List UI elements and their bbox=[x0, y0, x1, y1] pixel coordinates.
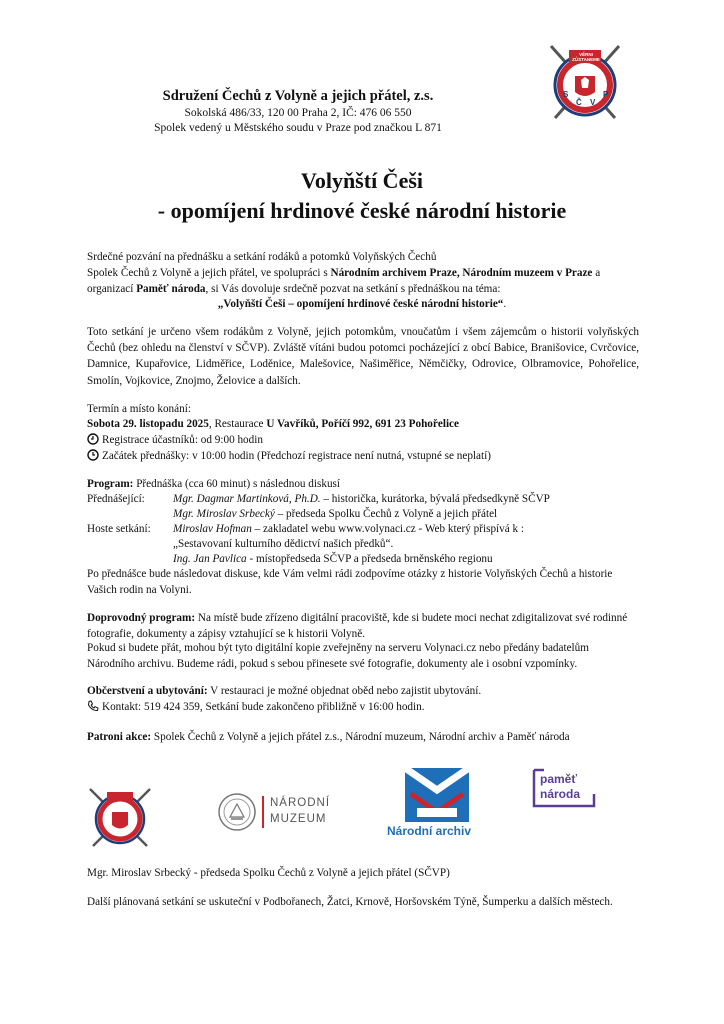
pamet-line-2: národa bbox=[540, 787, 581, 801]
other-meetings: Další plánovaná setkání se uskuteční v Podbořanech, Žatci, Krnově, Horšovském Týně, Šumperku a dalších městech. bbox=[87, 896, 613, 908]
phone-icon bbox=[87, 700, 99, 715]
guest-2: Ing. Jan Pavlica - místopředseda SČVP a předseda brněnského regionu bbox=[173, 553, 493, 565]
speakers-label: Přednášející: bbox=[87, 493, 145, 505]
clock-icon bbox=[87, 433, 99, 448]
muzeum-line-1: NÁRODNÍ bbox=[270, 797, 331, 809]
muzeum-line-2: MUZEUM bbox=[270, 813, 327, 825]
contact-line: Kontakt: 519 424 359, Setkání bude zakončeno přibližně v 16:00 hodin. bbox=[87, 700, 425, 715]
speaker-2: Mgr. Miroslav Srbecký – předseda Spolku Čechů z Volyně a jejich přátel bbox=[173, 508, 498, 520]
venue-heading: Termín a místo konání: bbox=[87, 403, 191, 415]
organization-name: Sdružení Čechů z Volyně a jejich přátel, z.s. bbox=[162, 88, 434, 104]
refreshment-line: Občerstvení a ubytování: V restauraci je možné objednat oběd nebo zajistit ubytování. bbox=[87, 685, 482, 697]
title-line-2: - opomíjení hrdinové české národní historie bbox=[157, 198, 567, 223]
venue-start: Začátek přednášky: v 10:00 hodin (Předchozí registrace není nutná, vstupné se neplatí) bbox=[87, 449, 491, 464]
patrons-line: Patroni akce: Spolek Čechů z Volyně a jejich přátel z.s., Národní muzeum, Národní archiv a Paměť národa bbox=[87, 731, 570, 743]
narodni-archiv-logo bbox=[405, 768, 469, 822]
emblem-letter-s: S bbox=[563, 90, 569, 99]
narodni-muzeum-logo bbox=[217, 792, 257, 832]
title-line-1: Volyňští Češi bbox=[300, 168, 424, 193]
clock-icon bbox=[87, 449, 99, 464]
guest-1-quote: „Sestavovaní kulturního dědictví našich předků“. bbox=[173, 538, 394, 550]
speaker-1: Mgr. Dagmar Martinková, Ph.D. – historička, kurátorka, bývalá předsedkyně SČVP bbox=[173, 493, 550, 505]
invite-line-1: Srdečné pozvání na přednášku a setkání rodáků a potomků Volyňských Čechů bbox=[87, 251, 437, 263]
narodni-archiv-text: Národní archiv bbox=[387, 824, 472, 838]
emblem-letter-c: Č bbox=[576, 98, 582, 107]
venue-date-place: Sobota 29. listopadu 2025, Restaurace U Vavříků, Poříčí 992, 691 23 Pohořelice bbox=[87, 418, 459, 430]
guests-label: Hoste setkání: bbox=[87, 523, 151, 535]
pamet-line-1: paměť bbox=[540, 772, 578, 786]
invite-line-3: organizací Paměť národa, si Vás dovoluje srdečně pozvat na setkání s přednáškou na téma: bbox=[87, 283, 501, 295]
invite-line-2: Spolek Čechů z Volyně a jejich přátel, ve spolupráci s Národním archivem Praze, Národním muzeem v Praze a bbox=[87, 267, 601, 279]
emblem-letter-v: V bbox=[590, 98, 596, 107]
invite-topic: „Volyňští Češi – opomíjení hrdinové české národní historie“. bbox=[217, 298, 507, 310]
discussion-text: Po přednášce bude následovat diskuse, kde Vám velmi rádi zodpovíme otázky z historie Volyňských Čechů a historie Vašich rodin na Volyni. bbox=[87, 568, 613, 597]
program-heading: Program: Přednáška (cca 60 minut) s následnou diskusí bbox=[87, 478, 341, 490]
organization-registry: Spolek vedený u Městského soudu v Praze pod značkou L 871 bbox=[154, 122, 442, 134]
muzeum-divider bbox=[262, 796, 264, 828]
signature-line: Mgr. Miroslav Srbecký - předseda Spolku Čechů z Volyně a jejich přátel (SČVP) bbox=[87, 867, 450, 879]
intro-paragraph: Toto setkání je určeno všem rodákům z Volyně, jejich potomkům, vnoučatům i všem zájemcům o historii volyňských Čechů (bez ohledu na členství v SČVP). Zvláště vítáni budou potomci pocházející z obcí Babice, Branišovice, Cvrčovice, Damnice, Kupařovice, Lidměřice, Loděnice, Malešovice, Našiměřice, Němčičky, Odrovice, Olbramovice, Pohořelice, Smolín, Vojkovice, Znojmo, Želovice a dalších. bbox=[87, 326, 639, 387]
venue-registration: Registrace účastníků: od 9:00 hodin bbox=[87, 433, 263, 448]
accompanying-paragraph: Doprovodný program: Na místě bude zřízeno digitální pracoviště, kde si budete moci nechat zdigitalizovat své rodinné fotografie, dokumenty a zápisy vztahující se k historii Volyně. bbox=[87, 612, 628, 641]
emblem-letter-p: P bbox=[603, 90, 609, 99]
organization-address: Sokolská 486/33, 120 00 Praha 2, IČ: 476 06 550 bbox=[184, 107, 412, 119]
accompanying-paragraph-2: Pokud si budete přát, mohou být tyto digitální kopie zveřejněny na serveru Volynaci.cz nebo předány badatelům Národního archivu. Budeme rádi, pokud s sebou přinesete své fotografie, dokumenty ale i osobní vzpomínky. bbox=[87, 642, 589, 671]
scvp-logo bbox=[85, 784, 155, 850]
emblem-top-text: VĚRNI ZŮSTANEME bbox=[572, 52, 600, 62]
guest-1: Miroslav Hofman – zakladatel webu www.volynaci.cz - Web který přispívá k : bbox=[173, 523, 524, 535]
